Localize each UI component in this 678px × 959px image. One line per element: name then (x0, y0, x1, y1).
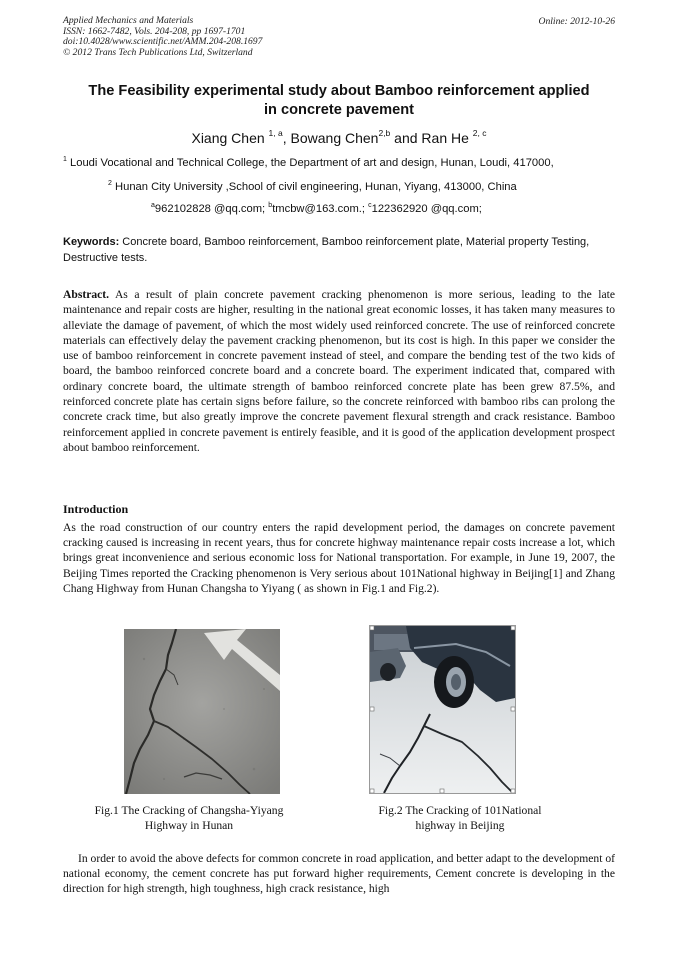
figure-2-caption-line-2: highway in Beijing (415, 819, 505, 833)
figure-2-illustration (370, 626, 515, 793)
affiliation-2 (108, 180, 517, 193)
keywords-label: Keywords: (63, 236, 120, 248)
affiliation-1 (63, 156, 554, 169)
abstract-text: As a result of plain concrete pavement cracking phenomenon is more serious, leading to the late maintenance and repair costs are higher, resulting in the national great economic losses, it has taken many measures to alleviate the damage of pavement, of which the most widely used reinforced concrete. The use of reinforced concrete materials can effectively delay the pavement cracking phenomenon, but its cost is high. In this paper we consider the use of bamboo reinforcement in concrete pavement instead of steel, and compare the bending test of the two kids of board, the bamboo reinforced concrete board and a concrete board. The experiment indicated that, compared with ordinary concrete board, the ultimate strength of bamboo reinforced concrete plate has been grew 87.5%, and reinforced concrete plate has certain signs before failure, so the concrete reinforced with bamboo ribs can prolong the concrete crack time, but also greatly improve the concrete pavement flexural strength and crack resistance. Bamboo reinforcement applied in concrete pavement is entirely feasible, and it is good of the application development prospect about bamboo reinforcement. (63, 288, 615, 454)
figure-2-caption-line-1: Fig.2 The Cracking of 101National (378, 804, 542, 817)
affiliation-1-sup: 1 (63, 156, 67, 163)
journal-header (63, 16, 262, 58)
author-3: and Ran He (390, 130, 473, 146)
keywords-text: Concrete board, Bamboo reinforcement, Bamboo reinforcement plate, Material property Testing, Destructive tests. (63, 236, 590, 264)
paper-title (60, 82, 618, 119)
introduction-paragraph: As the road construction of our country enters the rapid development period, the damages on concrete pavement cracking caused is increasing in recent years, thus for concrete highway maintenance repair costs increase a lot, which brings great inconvenience and serious economic loss for National transportation. For example, in June 19, 2007, the Beijing Times reported the Cracking phenomenon is Very serious about 101National highway in Beijing[1] and Zhang Chang Highway from Hunan Changsha to Yiyang ( as shown in Fig.1 and Fig.2). (63, 521, 615, 595)
email-a[interactable]: 962102828 @qq.com; (154, 203, 269, 215)
author-3-sup: 2, c (472, 128, 487, 138)
email-a-sup: a (151, 202, 155, 209)
section-heading-introduction: Introduction (63, 502, 129, 516)
email-line (151, 202, 482, 215)
body-paragraph-2: In order to avoid the above defects for common concrete in road application, and better adapt to the development of national economy, the cement concrete has put forward higher requirements, Cement concrete is developing in the direction for high strength, high toughness, high crack resistance, high (63, 852, 615, 896)
keywords (63, 235, 615, 266)
author-2-sup: 2,b (378, 128, 391, 138)
title-line-2: in concrete pavement (263, 101, 415, 118)
figure-2-photo (369, 625, 516, 794)
figure-2-caption (340, 803, 580, 834)
author-list (0, 128, 678, 146)
email-c[interactable]: 122362920 @qq.com; (371, 203, 482, 215)
email-c-sup: c (368, 202, 372, 209)
doi-line: doi:10.4028/www.scientific.net/AMM.204-208.1697 (63, 36, 263, 48)
email-b-sup: b (268, 202, 273, 209)
figure-1-caption (63, 803, 315, 834)
affiliation-2-sup: 2 (108, 180, 112, 187)
author-1: Xiang Chen (191, 130, 269, 146)
issn-line: ISSN: 1662-7482, Vols. 204-208, pp 1697-1701 (63, 25, 246, 37)
figure-1-caption-line-2: Highway in Hunan (144, 819, 234, 833)
title-line-1: The Feasibility experimental study about Bamboo reinforcement applied (88, 83, 590, 99)
affiliation-2-text: Hunan City University ,School of civil engineering, Hunan, Yiyang, 413000, China (111, 181, 517, 193)
affiliation-1-text: Loudi Vocational and Technical College, the Department of art and design, Hunan, Loudi, 417000, (66, 157, 554, 169)
figure-1-caption-line-1: Fig.1 The Cracking of Changsha-Yiyang (94, 804, 284, 817)
figure-1-photo (124, 629, 280, 794)
journal-name: Applied Mechanics and Materials (63, 15, 194, 26)
author-2: , Bowang Chen (282, 130, 379, 146)
abstract (63, 287, 615, 455)
online-date: Online: 2012-10-26 (538, 16, 615, 27)
abstract-label: Abstract. (63, 288, 110, 301)
figure-1-illustration (124, 629, 280, 794)
author-1-sup: 1, a (268, 128, 283, 138)
copyright-line: © 2012 Trans Tech Publications Ltd, Switzerland (63, 46, 253, 58)
email-b[interactable]: tmcbw@163.com.; (272, 203, 369, 215)
